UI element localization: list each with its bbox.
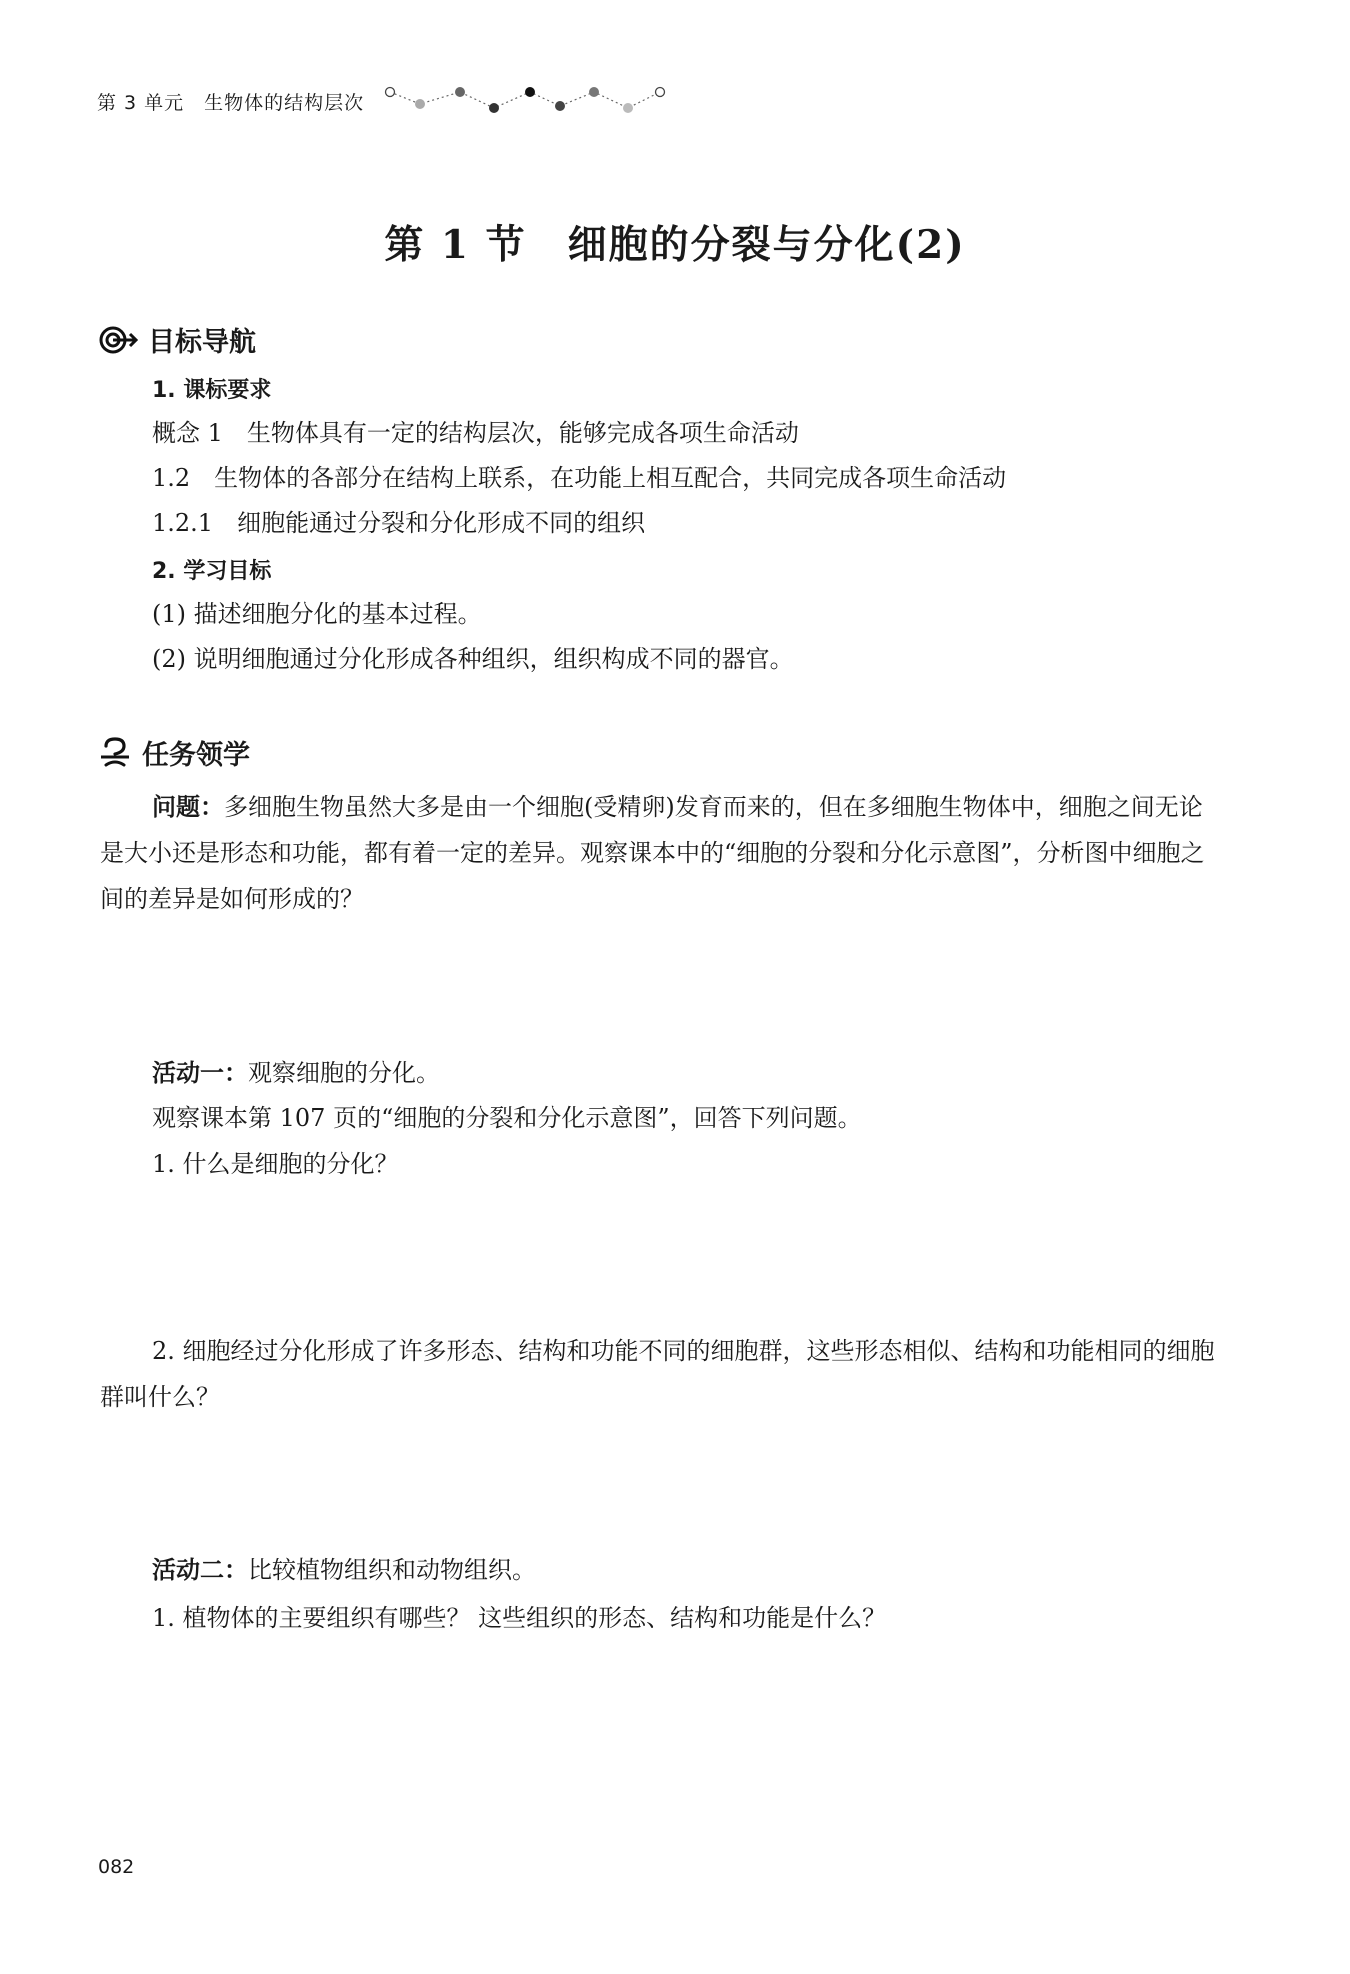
question-text: 多细胞生物虽然大多是由一个细胞(受精卵)发育而来的，但在多细胞生物体中，细胞之间无论是大小还是形态和功能，都有着一定的差异。观察课本中的“细胞的分裂和分化示意图”，分析图中细胞之间的差异是如何形成的？ [100, 793, 1205, 913]
activity1-instruction: 观察课本第 107 页的“细胞的分裂和分化示意图”，回答下列问题。 [152, 1104, 862, 1132]
objective-item: (1) 描述细胞分化的基本过程。 [152, 600, 482, 628]
activity1-question-2: 2. 细胞经过分化形成了许多形态、结构和功能不同的细胞群，这些形态相似、结构和功能相同的细胞群叫什么？ [100, 1337, 1215, 1411]
goals-heading [98, 320, 256, 359]
task-icon [98, 737, 132, 769]
task-heading-label: 任务领学 [142, 740, 250, 771]
decorative-dots [382, 82, 682, 122]
curriculum-line: 1.2 生物体的各部分在结构上联系，在功能上相互配合，共同完成各项生命活动 [152, 464, 1007, 492]
target-icon [98, 325, 138, 355]
goals-heading-label: 目标导航 [148, 327, 256, 358]
objectives-heading: 2. 学习目标 [152, 559, 272, 584]
task-question [100, 784, 1222, 922]
curriculum-heading: 1. 课标要求 [152, 378, 272, 403]
activity2-label: 活动二： [152, 1556, 248, 1584]
activity2-title: 比较植物组织和动物组织。 [248, 1556, 536, 1584]
activity1-label: 活动一： [152, 1059, 248, 1087]
curriculum-line: 概念 1 生物体具有一定的结构层次，能够完成各项生命活动 [152, 419, 799, 447]
activity1-heading [152, 1058, 440, 1088]
activity2-question-1: 1. 植物体的主要组织有哪些？ 这些组织的形态、结构和功能是什么？ [152, 1604, 887, 1632]
objective-item: (2) 说明细胞通过分化形成各种组织，组织构成不同的器官。 [152, 645, 794, 673]
task-heading [98, 733, 250, 772]
running-head: 第 3 单元 生物体的结构层次 [97, 92, 365, 114]
activity1-title: 观察细胞的分化。 [248, 1059, 440, 1087]
curriculum-line: 1.2.1 细胞能通过分裂和分化形成不同的组织 [152, 509, 646, 537]
activity1-question-1: 1. 什么是细胞的分化？ [152, 1150, 399, 1178]
activity2-heading [152, 1555, 536, 1585]
question-label: 问题： [152, 793, 224, 821]
page-number: 082 [98, 1856, 135, 1878]
page-title: 第 1 节 细胞的分裂与分化(2) [384, 222, 966, 268]
